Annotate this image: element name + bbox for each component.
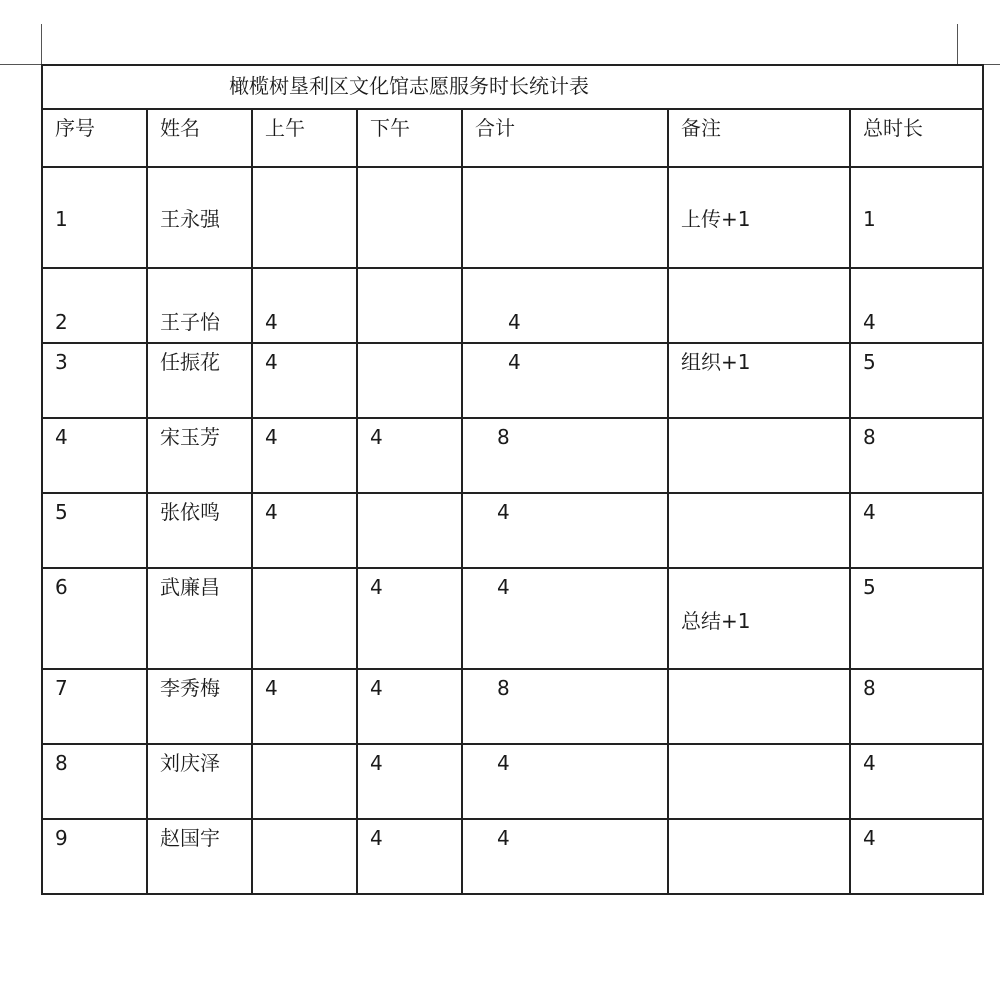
row-pm	[358, 344, 461, 349]
cell-am	[252, 268, 357, 343]
cell-name	[147, 418, 252, 493]
header-total: 总时长	[863, 116, 923, 140]
cell-note	[668, 268, 850, 343]
cell-sum	[462, 418, 668, 493]
row-note	[669, 269, 849, 309]
row-sum: 8	[497, 425, 510, 449]
row-total: 4	[863, 826, 876, 850]
row-no: 3	[55, 350, 68, 374]
row-pm: 4	[370, 425, 383, 449]
table-row	[42, 744, 983, 819]
cell-no	[42, 418, 147, 493]
table-row	[42, 568, 983, 669]
row-pm: 4	[370, 826, 383, 850]
cell-pm	[357, 669, 462, 744]
cell-no	[42, 343, 147, 418]
row-pm	[358, 168, 461, 206]
table-row	[42, 167, 983, 268]
row-no: 7	[55, 676, 68, 700]
row-note	[669, 419, 849, 424]
cell-name	[147, 493, 252, 568]
cell-name	[147, 343, 252, 418]
cell-no	[42, 268, 147, 343]
row-no: 1	[55, 207, 68, 231]
cell-am	[252, 744, 357, 819]
cell-no	[42, 493, 147, 568]
cell-note	[668, 744, 850, 819]
cell-pm	[357, 819, 462, 894]
page-margin-guide	[957, 24, 958, 65]
row-sum: 4	[508, 350, 521, 374]
row-sum: 4	[497, 500, 510, 524]
row-name: 宋玉芳	[160, 425, 220, 449]
cell-am	[252, 167, 357, 268]
row-name: 赵国宇	[160, 826, 220, 850]
table-title-cell	[42, 65, 983, 109]
header-cell	[357, 109, 462, 167]
cell-note	[668, 819, 850, 894]
row-name: 王永强	[160, 207, 220, 231]
header-cell	[668, 109, 850, 167]
row-am: 4	[265, 350, 278, 374]
table-title: 橄榄树垦利区文化馆志愿服务时长统计表	[229, 74, 589, 98]
cell-no	[42, 819, 147, 894]
cell-pm	[357, 167, 462, 268]
header-note: 备注	[681, 116, 721, 140]
cell-sum	[462, 744, 668, 819]
row-total: 4	[863, 751, 876, 775]
row-total: 5	[863, 575, 876, 599]
row-am	[253, 820, 356, 825]
cell-pm	[357, 568, 462, 669]
row-note	[669, 820, 849, 825]
row-sum: 4	[497, 575, 510, 599]
table-row	[42, 493, 983, 568]
cell-pm	[357, 343, 462, 418]
cell-am	[252, 568, 357, 669]
table-row	[42, 418, 983, 493]
row-pm: 4	[370, 676, 383, 700]
cell-name	[147, 744, 252, 819]
row-sum: 8	[497, 676, 510, 700]
header-cell	[462, 109, 668, 167]
row-note	[669, 670, 849, 675]
cell-pm	[357, 493, 462, 568]
cell-note	[668, 167, 850, 268]
cell-note	[668, 568, 850, 669]
volunteer-hours-table	[41, 64, 984, 895]
cell-am	[252, 669, 357, 744]
row-sum: 4	[497, 826, 510, 850]
cell-total	[850, 669, 983, 744]
cell-total	[850, 819, 983, 894]
table-row	[42, 268, 983, 343]
row-no: 6	[55, 575, 68, 599]
row-note: 上传+1	[681, 207, 751, 231]
cell-sum	[462, 268, 668, 343]
row-sum: 4	[497, 751, 510, 775]
table-row	[42, 819, 983, 894]
cell-am	[252, 493, 357, 568]
cell-sum	[462, 568, 668, 669]
row-am: 4	[265, 425, 278, 449]
row-pm	[358, 494, 461, 499]
row-note	[669, 494, 849, 499]
row-sum	[463, 168, 667, 206]
header-sum: 合计	[475, 116, 515, 140]
cell-total	[850, 167, 983, 268]
row-name: 武廉昌	[160, 575, 220, 599]
row-total: 4	[863, 500, 876, 524]
title-row	[42, 65, 983, 109]
table-row	[42, 669, 983, 744]
cell-am	[252, 343, 357, 418]
row-name: 刘庆泽	[160, 751, 220, 775]
row-pm	[358, 269, 461, 309]
row-pm: 4	[370, 751, 383, 775]
header-row	[42, 109, 983, 167]
header-cell	[850, 109, 983, 167]
row-total: 1	[863, 207, 876, 231]
row-am	[253, 569, 356, 574]
cell-pm	[357, 268, 462, 343]
cell-total	[850, 744, 983, 819]
cell-no	[42, 167, 147, 268]
row-am: 4	[265, 310, 278, 334]
row-name: 任振花	[160, 350, 220, 374]
cell-am	[252, 819, 357, 894]
cell-note	[668, 343, 850, 418]
cell-total	[850, 568, 983, 669]
row-no: 9	[55, 826, 68, 850]
header-name: 姓名	[160, 116, 200, 140]
row-am	[253, 168, 356, 206]
row-name: 王子怡	[160, 310, 220, 334]
row-am: 4	[265, 500, 278, 524]
row-no: 2	[55, 310, 68, 334]
page-margin-guide	[41, 24, 42, 65]
cell-sum	[462, 819, 668, 894]
cell-no	[42, 669, 147, 744]
cell-note	[668, 493, 850, 568]
cell-total	[850, 343, 983, 418]
cell-sum	[462, 669, 668, 744]
cell-name	[147, 669, 252, 744]
row-total: 8	[863, 425, 876, 449]
header-am: 上午	[265, 116, 305, 140]
cell-total	[850, 418, 983, 493]
cell-name	[147, 268, 252, 343]
row-name: 李秀梅	[160, 676, 220, 700]
row-total: 8	[863, 676, 876, 700]
row-note: 组织+1	[681, 350, 751, 374]
cell-note	[668, 418, 850, 493]
cell-name	[147, 568, 252, 669]
row-note	[669, 745, 849, 750]
header-cell	[42, 109, 147, 167]
cell-total	[850, 493, 983, 568]
row-sum: 4	[508, 310, 521, 334]
header-pm: 下午	[370, 116, 410, 140]
cell-name	[147, 167, 252, 268]
cell-sum	[462, 167, 668, 268]
cell-am	[252, 418, 357, 493]
row-no: 4	[55, 425, 68, 449]
header-no: 序号	[55, 116, 95, 140]
row-total: 4	[863, 310, 876, 334]
cell-pm	[357, 418, 462, 493]
cell-no	[42, 744, 147, 819]
cell-sum	[462, 493, 668, 568]
row-no: 8	[55, 751, 68, 775]
row-no: 5	[55, 500, 68, 524]
row-note: 总结+1	[681, 609, 751, 633]
cell-name	[147, 819, 252, 894]
row-am	[253, 745, 356, 750]
header-cell	[147, 109, 252, 167]
header-cell	[252, 109, 357, 167]
cell-note	[668, 669, 850, 744]
cell-pm	[357, 744, 462, 819]
cell-total	[850, 268, 983, 343]
row-pm: 4	[370, 575, 383, 599]
cell-sum	[462, 343, 668, 418]
cell-no	[42, 568, 147, 669]
row-am: 4	[265, 676, 278, 700]
row-total: 5	[863, 350, 876, 374]
table-row	[42, 343, 983, 418]
row-name: 张依鸣	[160, 500, 220, 524]
